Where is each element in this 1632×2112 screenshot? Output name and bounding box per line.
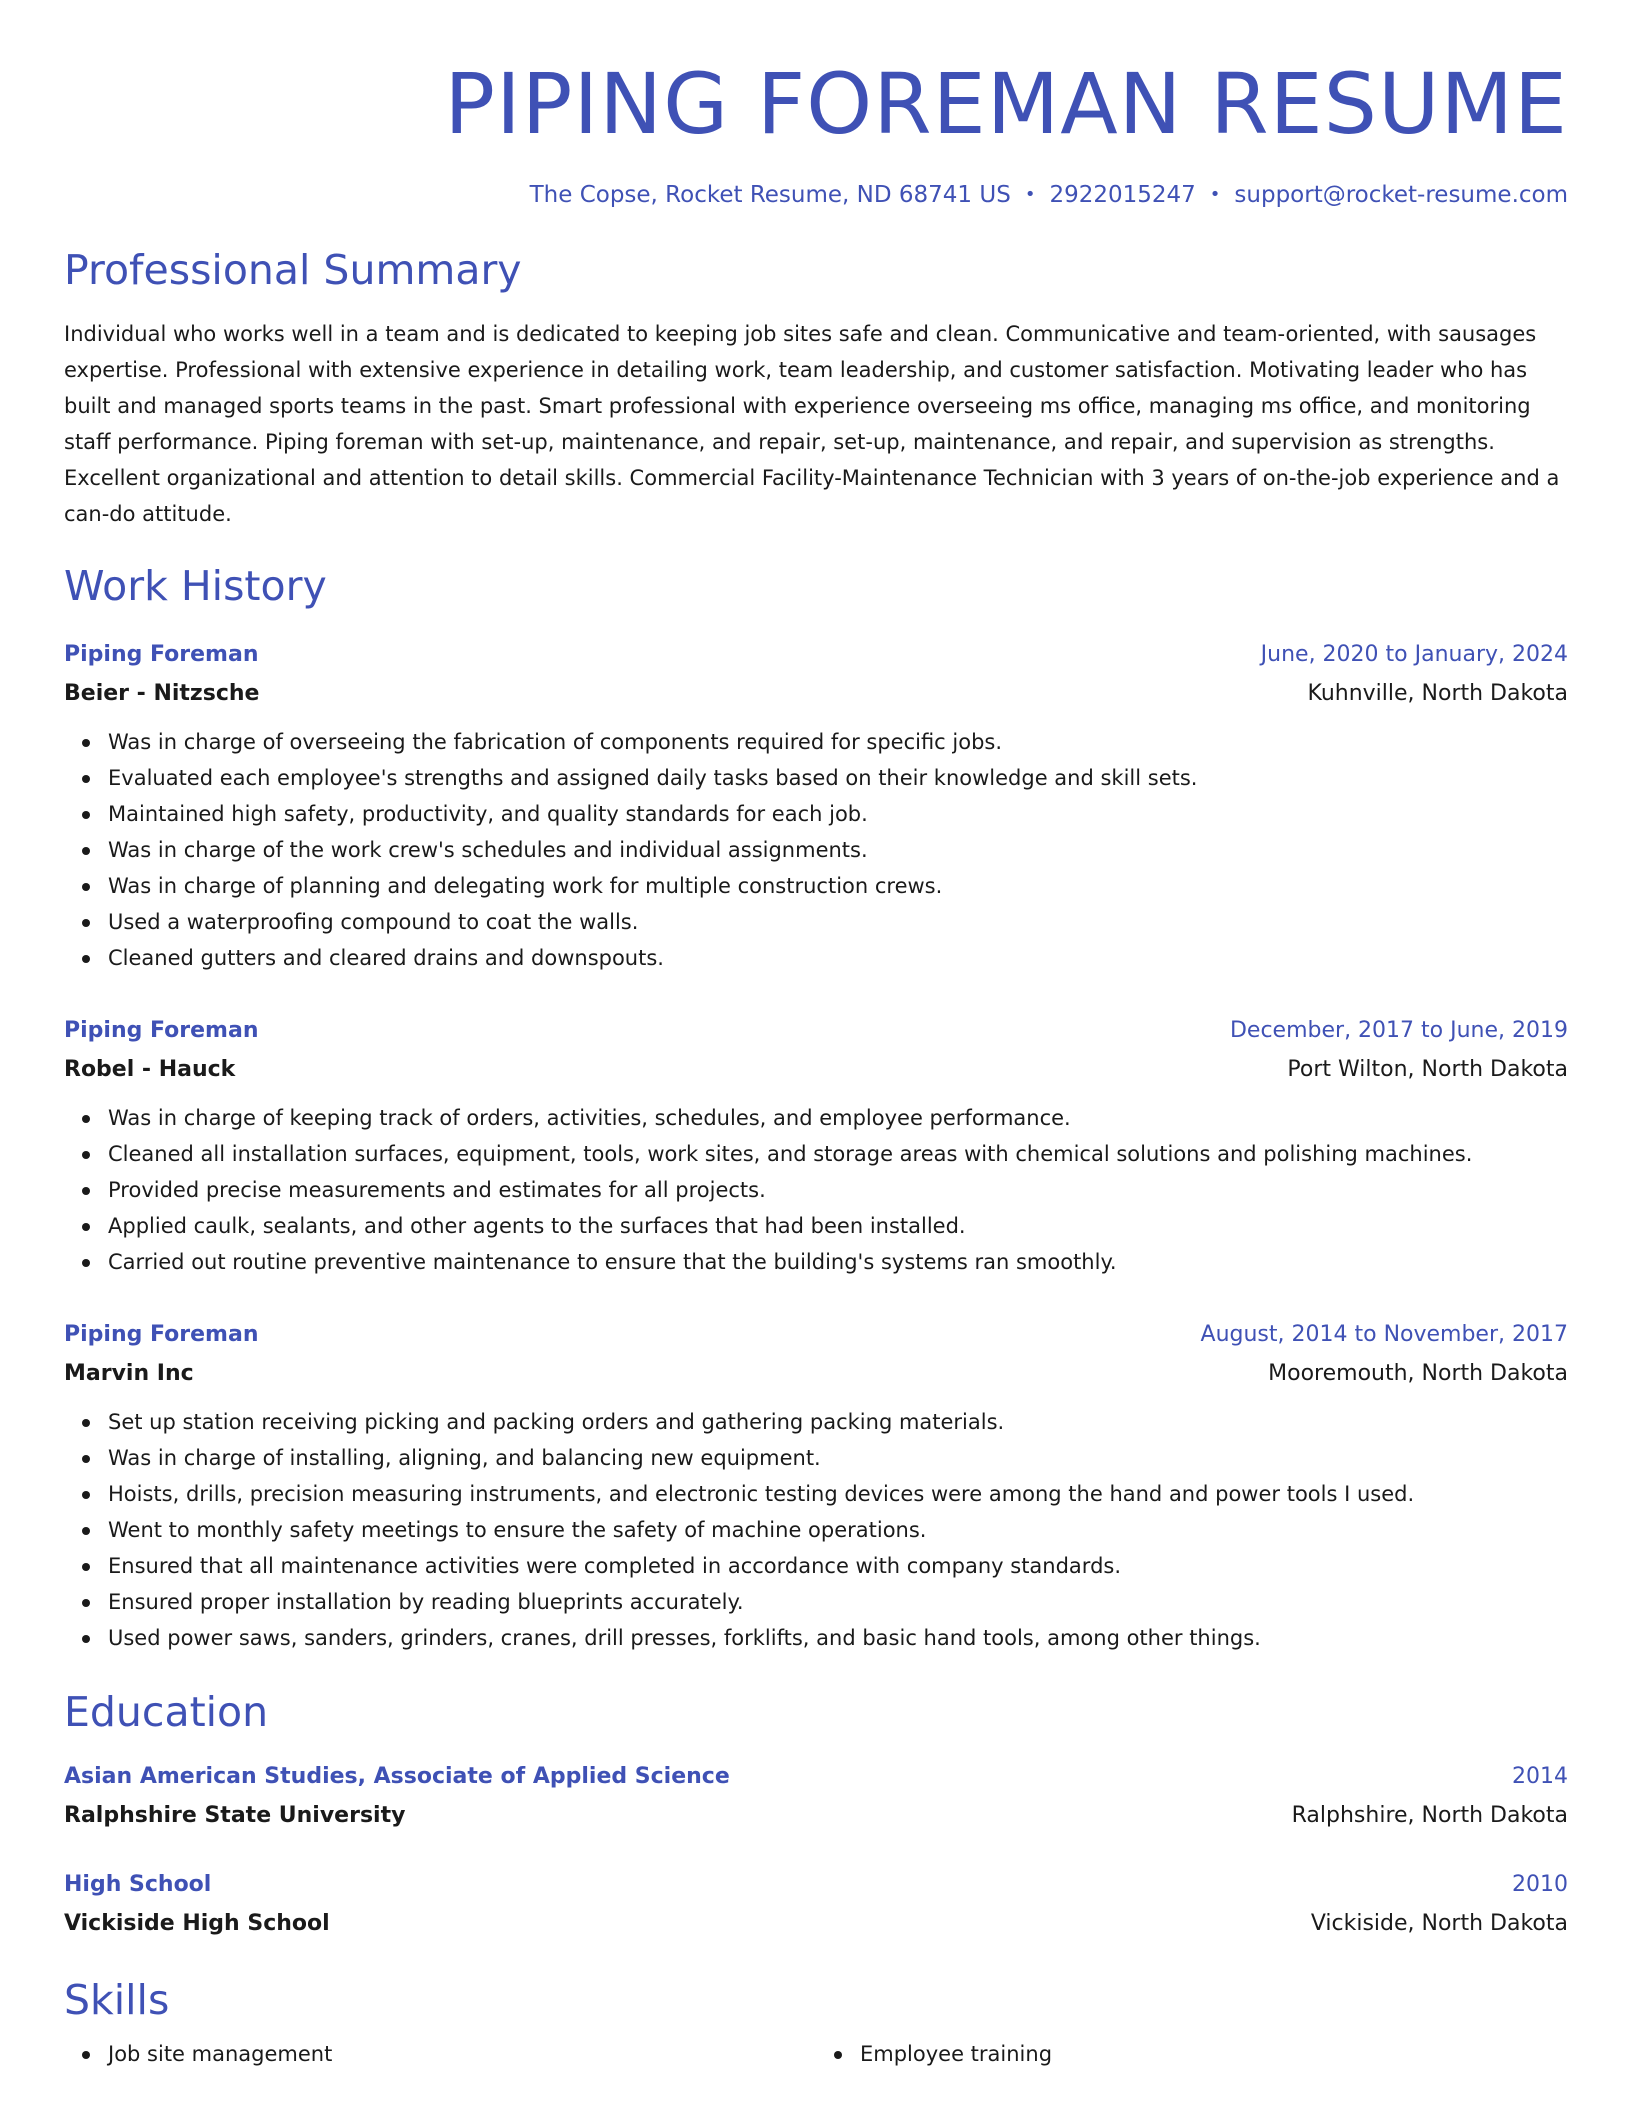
job-dates: June, 2020 to January, 2024 (1260, 642, 1568, 667)
job-location: Mooremouth, North Dakota (1268, 1361, 1568, 1386)
job-title: Piping Foreman (64, 1018, 259, 1043)
job-bullet-list (64, 1404, 1568, 1656)
job-employer: Robel - Hauck (64, 1057, 236, 1082)
job-dates: August, 2014 to November, 2017 (1200, 1322, 1568, 1347)
job-location: Kuhnville, North Dakota (1307, 681, 1568, 706)
job-entry (64, 1012, 1568, 1280)
job-bullet: Maintained high safety, productivity, and quality standards for each job. (108, 796, 1568, 832)
skills-list-left (64, 2036, 816, 2072)
job-bullet: Ensured proper installation by reading blueprints accurately. (108, 1584, 1568, 1620)
job-bullet: Went to monthly safety meetings to ensure the safety of machine operations. (108, 1512, 1568, 1548)
contact-email: support@rocket-resume.com (1234, 182, 1568, 208)
education-school: Vickiside High School (64, 1911, 330, 1936)
contact-phone: 2922015247 (1049, 182, 1196, 208)
job-bullet: Was in charge of the work crew's schedules and individual assignments. (108, 832, 1568, 868)
job-bullet: Ensured that all maintenance activities were completed in accordance with company standards. (108, 1548, 1568, 1584)
education-degree: Asian American Studies, Associate of Applied Science (64, 1764, 730, 1789)
job-title: Piping Foreman (64, 642, 259, 667)
job-bullet: Cleaned all installation surfaces, equipment, tools, work sites, and storage areas with chemical solutions and polishing machines. (108, 1136, 1568, 1172)
education-entry (64, 1758, 1568, 1836)
job-bullet: Cleaned gutters and cleared drains and downspouts. (108, 940, 1568, 976)
job-dates: December, 2017 to June, 2019 (1229, 1018, 1568, 1043)
education-location: Ralphshire, North Dakota (1291, 1803, 1568, 1828)
contact-separator: • (1209, 184, 1221, 205)
education-degree: High School (64, 1872, 212, 1897)
education-school: Ralphshire State University (64, 1803, 406, 1828)
job-bullet: Was in charge of keeping track of orders, activities, schedules, and employee performance. (108, 1100, 1568, 1136)
skill-item: Job site management (108, 2036, 816, 2072)
education-location: Vickiside, North Dakota (1310, 1911, 1568, 1936)
job-employer: Beier - Nitzsche (64, 681, 260, 706)
job-entry (64, 1316, 1568, 1656)
job-employer: Marvin Inc (64, 1361, 194, 1386)
skills-list-right (816, 2036, 1568, 2072)
education-entry (64, 1866, 1568, 1944)
contact-address: The Copse, Rocket Resume, ND 68741 US (529, 182, 1011, 208)
job-bullet-list (64, 724, 1568, 976)
job-bullet: Was in charge of installing, aligning, and balancing new equipment. (108, 1440, 1568, 1476)
job-bullet: Applied caulk, sealants, and other agents to the surfaces that had been installed. (108, 1208, 1568, 1244)
job-entry (64, 636, 1568, 976)
skills-grid (64, 2036, 1568, 2072)
resume-page (64, 0, 1568, 2072)
resume-title: PIPING FOREMAN RESUME (444, 55, 1568, 153)
job-bullet: Used a waterproofing compound to coat the walls. (108, 904, 1568, 940)
job-bullet-list (64, 1100, 1568, 1280)
job-title: Piping Foreman (64, 1322, 259, 1347)
skill-item: Employee training (860, 2036, 1568, 2072)
contact-separator: • (1024, 184, 1036, 205)
education-heading: Education (64, 1688, 269, 1736)
contact-line (64, 178, 1568, 212)
job-bullet: Was in charge of planning and delegating work for multiple construction crews. (108, 868, 1568, 904)
job-bullet: Used power saws, sanders, grinders, cranes, drill presses, forklifts, and basic hand tools, among other things. (108, 1620, 1568, 1656)
education-year: 2010 (1512, 1872, 1568, 1897)
job-bullet: Hoists, drills, precision measuring instruments, and electronic testing devices were among the hand and power tools I used. (108, 1476, 1568, 1512)
job-bullet: Was in charge of overseeing the fabrication of components required for specific jobs. (108, 724, 1568, 760)
summary-text: Individual who works well in a team and is dedicated to keeping job sites safe and clean. Communicative and team-oriented, with sausages expertise. Professional with extensive experience in detailing work, team leadership, and customer satisfaction. Motivating leader who has built and managed sports teams in the past. Smart professional with experience overseeing ms office, managing ms office, and monitoring staff performance. Piping foreman with set-up, maintenance, and repair, set-up, maintenance, and repair, and supervision as strengths. Excellent organizational and attention to detail skills. Commercial Facility-Maintenance Technician with 3 years of on-the-job experience and a can-do attitude. (64, 322, 1560, 526)
work-history-heading: Work History (64, 562, 327, 610)
education-year: 2014 (1512, 1764, 1568, 1789)
job-bullet: Provided precise measurements and estimates for all projects. (108, 1172, 1568, 1208)
job-bullet: Set up station receiving picking and packing orders and gathering packing materials. (108, 1404, 1568, 1440)
summary-heading: Professional Summary (64, 246, 522, 294)
job-bullet: Evaluated each employee's strengths and assigned daily tasks based on their knowledge and skill sets. (108, 760, 1568, 796)
job-location: Port Wilton, North Dakota (1287, 1057, 1568, 1082)
skills-heading: Skills (64, 1976, 170, 2024)
job-bullet: Carried out routine preventive maintenance to ensure that the building's systems ran smoothly. (108, 1244, 1568, 1280)
